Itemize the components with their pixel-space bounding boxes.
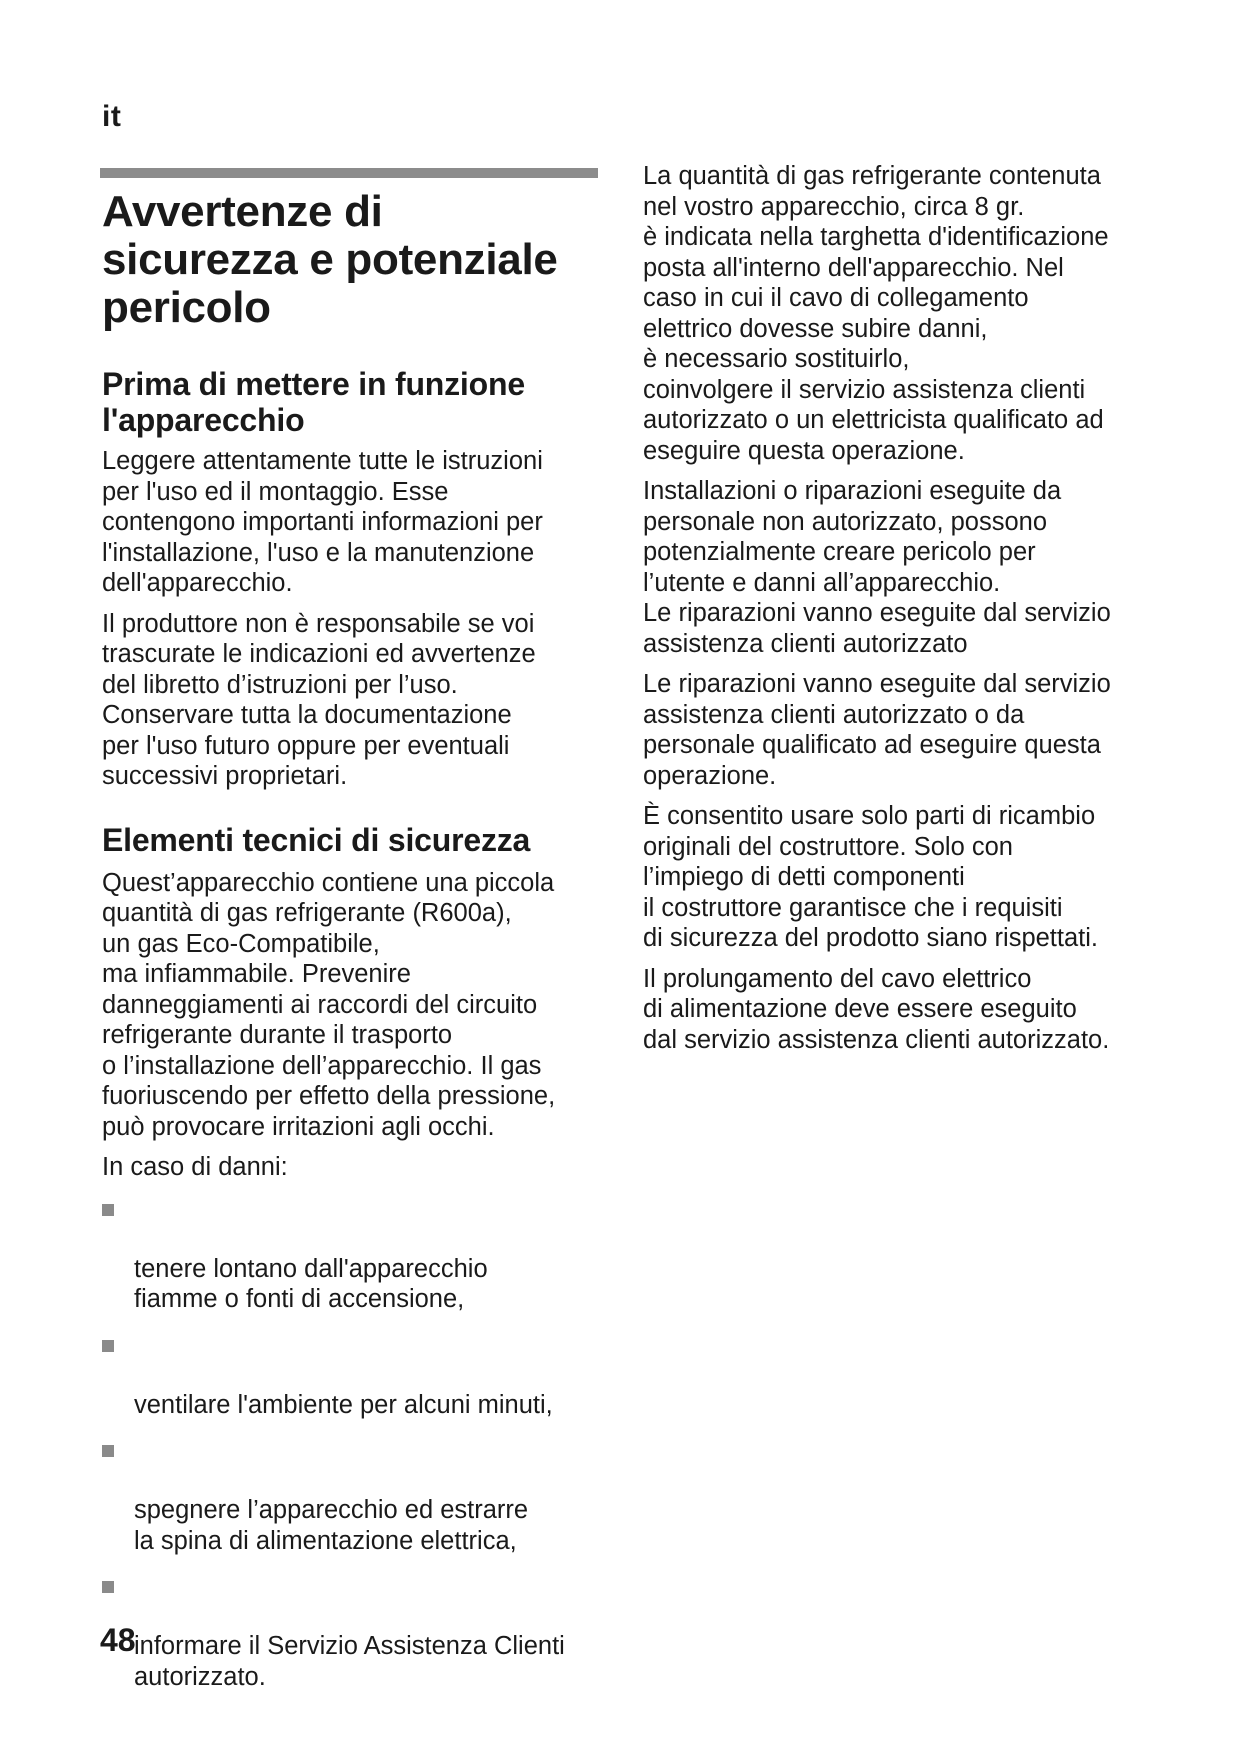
list-item	[102, 1329, 602, 1421]
paragraph: In caso di danni:	[102, 1153, 288, 1181]
paragraph: Le riparazioni vanno eseguite dal servizio assistenza clienti autorizzato o da personale qualificato ad eseguire questa operazione.	[643, 670, 1111, 790]
square-bullet-icon	[102, 1445, 114, 1457]
list-item-text: spegnere l’apparecchio ed estrarre la spina di alimentazione elettrica,	[134, 1496, 529, 1555]
list-item	[102, 1434, 602, 1556]
paragraph: È consentito usare solo parti di ricambio originali del costruttore. Solo con l’impiego di detti componenti il costruttore garantisce che i requisiti di sicurezza del prodotto siano rispettati.	[643, 802, 1098, 952]
page-title: Avvertenze di sicurezza e potenziale pericolo	[102, 187, 558, 332]
list-item	[102, 1193, 602, 1315]
section-heading-before-use: Prima di mettere in funzione l'apparecchio	[102, 366, 525, 438]
right-column	[643, 161, 1163, 1065]
section-rule	[100, 168, 598, 178]
list-item-text: informare il Servizio Assistenza Clienti autorizzato.	[134, 1632, 565, 1691]
section-heading-safety-elements: Elementi tecnici di sicurezza	[102, 821, 531, 858]
list-item-text: ventilare l'ambiente per alcuni minuti,	[134, 1390, 553, 1419]
paragraph: Installazioni o riparazioni eseguite da personale non autorizzato, possono potenzialmente creare pericolo per l’utente e danni all’apparecchio. Le riparazioni vanno eseguite dal servizio assistenza clienti autorizzato	[643, 477, 1111, 658]
square-bullet-icon	[102, 1340, 114, 1352]
paragraph: La quantità di gas refrigerante contenuta nel vostro apparecchio, circa 8 gr. è indicata nella targhetta d'identificazione posta all'interno dell'apparecchio. Nel caso in cui il cavo di collegamento elettrico dovesse subire danni, è necessario sostituirlo, coinvolgere il servizio assistenza clienti autorizzato o un elettricista qualificato ad eseguire questa operazione.	[643, 162, 1109, 465]
language-label: it	[102, 100, 122, 133]
list-item	[102, 1570, 602, 1692]
paragraph: Il produttore non è responsabile se voi trascurate le indicazioni ed avvertenze del libretto d’istruzioni per l’uso. Conservare tutta la documentazione per l'uso futuro oppure per eventuali successivi proprietari.	[102, 609, 536, 790]
left-column	[102, 188, 602, 1706]
square-bullet-icon	[102, 1581, 114, 1593]
square-bullet-icon	[102, 1204, 114, 1216]
damage-instructions-list	[102, 1193, 602, 1693]
list-item-text: tenere lontano dall'apparecchio fiamme o fonti di accensione,	[134, 1254, 488, 1313]
page-number: 48	[100, 1622, 136, 1658]
paragraph: Leggere attentamente tutte le istruzioni per l'uso ed il montaggio. Esse contengono importanti informazioni per l'installazione, l'uso e la manutenzione dell'apparecchio.	[102, 447, 543, 597]
paragraph: Il prolungamento del cavo elettrico di alimentazione deve essere eseguito dal servizio assistenza clienti autorizzato.	[643, 964, 1110, 1054]
paragraph: Quest’apparecchio contiene una piccola quantità di gas refrigerante (R600a), un gas Eco-Compatibile, ma infiammabile. Prevenire danneggiamenti ai raccordi del circuito refrigerante durante il trasporto o l’installazione dell’apparecchio. Il gas fuoriuscendo per effetto della pressione, può provocare irritazioni agli occhi.	[102, 868, 556, 1141]
